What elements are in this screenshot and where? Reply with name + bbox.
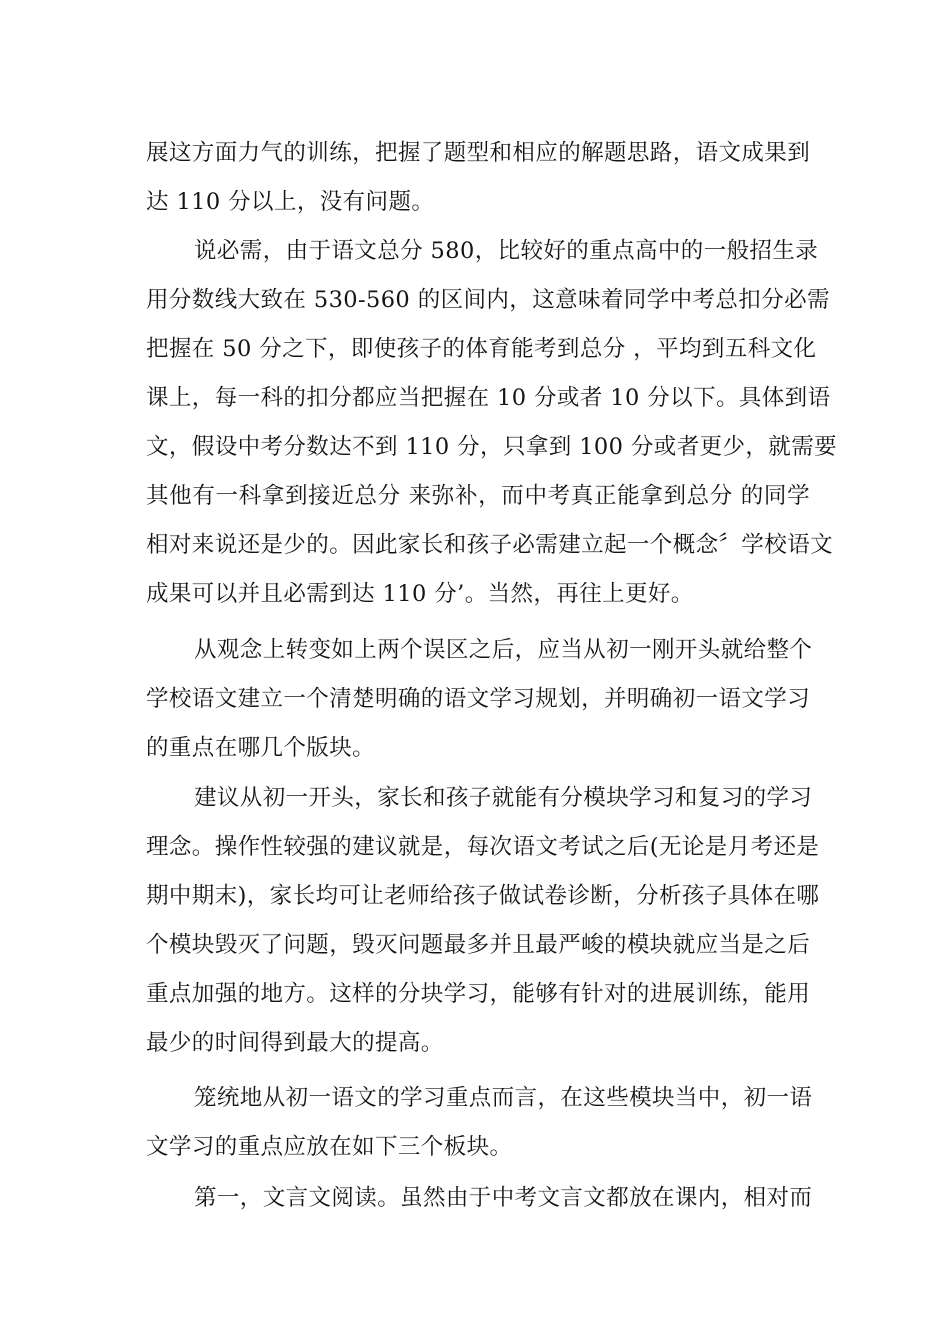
text-line-18: 重点加强的地方。这样的分块学习，能够有针对的进展训练，能用 — [146, 981, 811, 1007]
text-line-19: 最少的时间得到最大的提高。 — [146, 1030, 444, 1056]
text-line-20: 笼统地从初一语文的学习重点而言，在这些模块当中，初一语 — [194, 1085, 813, 1111]
text-line-8: 其他有一科拿到接近总分 来弥补，而中考真正能拿到总分 的同学 — [146, 483, 810, 509]
text-line-6: 课上，每一科的扣分都应当把握在 10 分或者 10 分以下。具体到语 — [146, 385, 831, 411]
text-line-11: 从观念上转变如上两个误区之后，应当从初一刚开头就给整个 — [194, 637, 813, 663]
text-line-22: 第一，文言文阅读。虽然由于中考文言文都放在课内，相对而 — [194, 1185, 813, 1211]
text-line-10: 成果可以并且必需到达 110 分’。当然，再往上更好。 — [146, 581, 694, 607]
text-line-13: 的重点在哪几个版块。 — [146, 735, 376, 761]
text-line-3: 说必需，由于语文总分 580，比较好的重点高中的一般招生录 — [194, 238, 819, 264]
text-line-17: 个模块毁灭了问题，毁灭问题最多并且最严峻的模块就应当是之后 — [146, 932, 811, 958]
text-line-15: 理念。操作性较强的建议就是，每次语文考试之后(无论是月考还是 — [146, 834, 820, 860]
text-line-2: 达 110 分以上，没有问题。 — [146, 189, 435, 215]
text-line-14: 建议从初一开头，家长和孩子就能有分模块学习和复习的学习 — [194, 785, 813, 811]
text-line-21: 文学习的重点应放在如下三个板块。 — [146, 1134, 513, 1160]
text-line-9: 相对来说还是少的。因此家长和孩子必需建立起一个概念〞学校语文 — [146, 532, 834, 558]
text-line-7: 文，假设中考分数达不到 110 分，只拿到 100 分或者更少，就需要 — [146, 434, 838, 460]
text-line-16: 期中期末)，家长均可让老师给孩子做试卷诊断，分析孩子具体在哪 — [146, 883, 820, 909]
text-line-12: 学校语文建立一个清楚明确的语文学习规划，并明确初一语文学习 — [146, 686, 811, 712]
text-line-5: 把握在 50 分之下，即使孩子的体育能考到总分 ，平均到五科文化 — [146, 336, 817, 362]
text-line-1: 展这方面力气的训练，把握了题型和相应的解题思路，语文成果到 — [146, 140, 811, 166]
text-line-4: 用分数线大致在 530-560 的区间内，这意味着同学中考总扣分必需 — [146, 287, 830, 313]
